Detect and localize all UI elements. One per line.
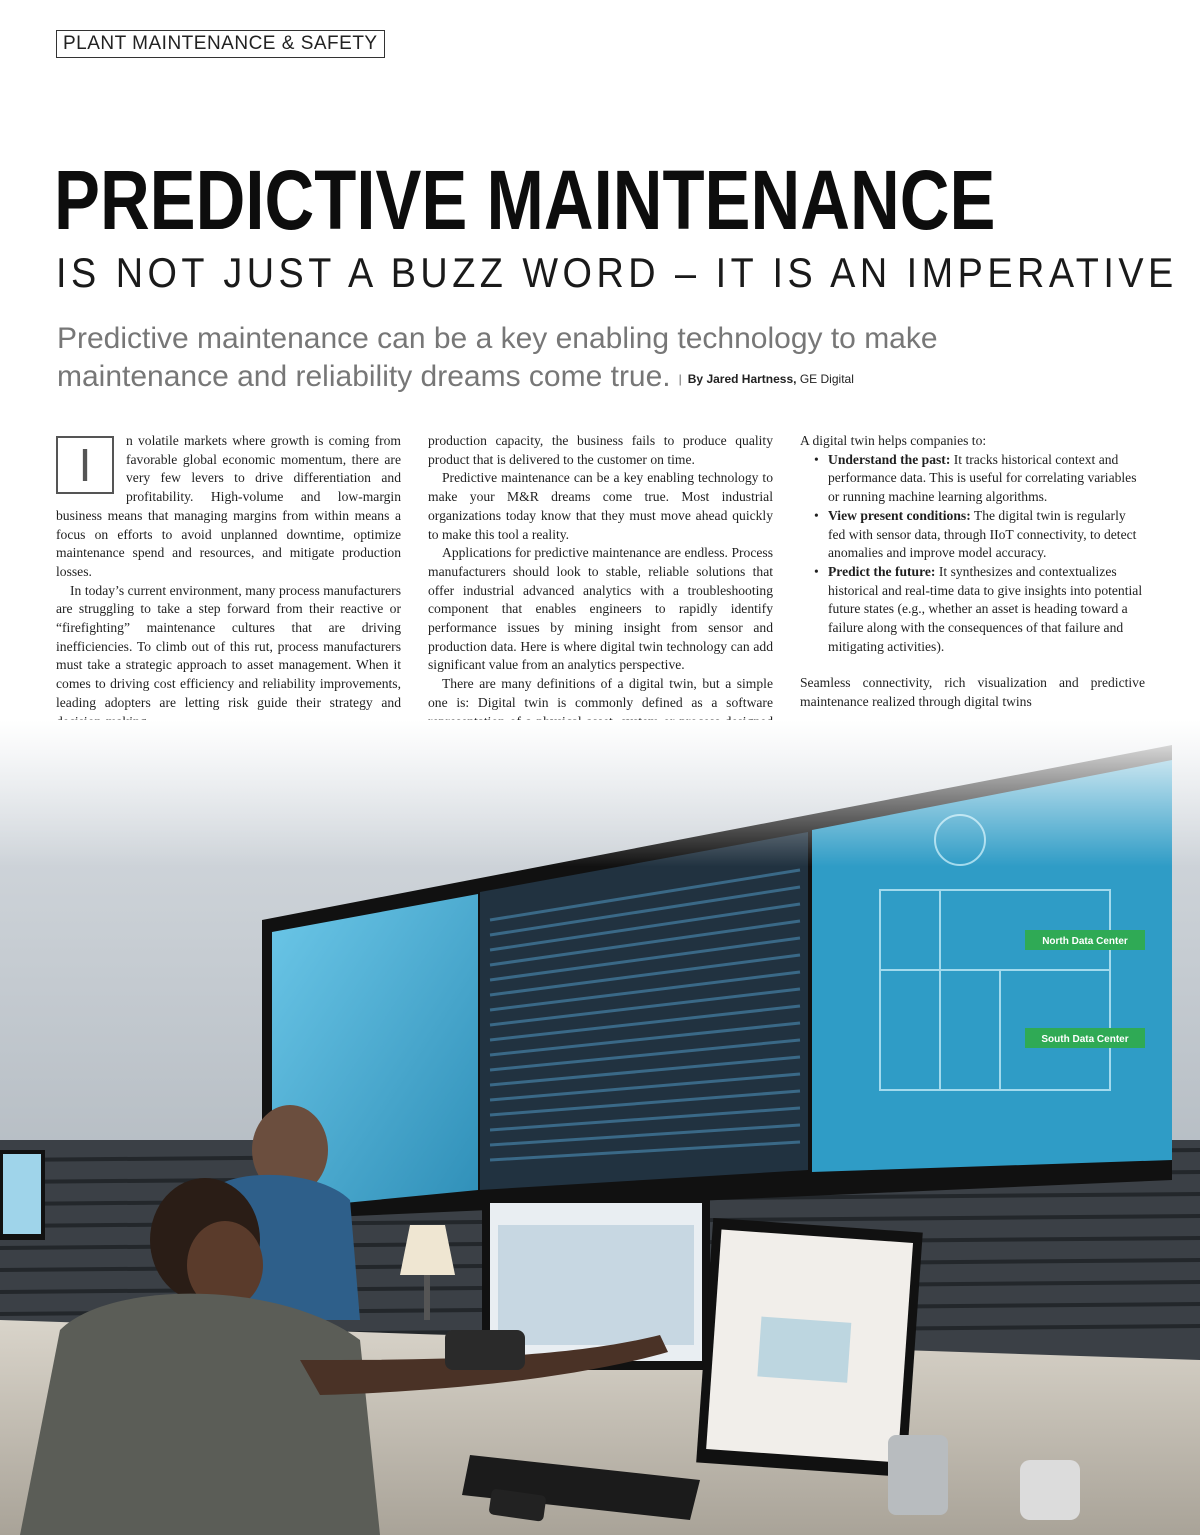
article-column-2: [428, 432, 773, 769]
article-paragraph: Applications for predictive maintenance are endless. Process manufacturers should look to stable, reliable solutions that offer industrial advanced analytics with a troubleshooting component that enables engineers to rapidly identify performance issues by mining insight from sensor and production data. Here is where digital twin technology can add significant value from an analytics perspective.: [428, 545, 773, 673]
article-paragraph: There are many definitions of a digital twin, but a simple one is: Digital twin is commonly defined as a software: [428, 676, 773, 710]
digital-twin-benefits-list: [800, 451, 1145, 657]
list-item-term: View present conditions:: [828, 507, 971, 523]
headline: PREDICTIVE MAINTENANCE: [54, 153, 996, 247]
article-paragraph: In today’s current environment, many process manufacturers are struggling to take a step forward from their reactive or “firefighting” maintenance cultures that are driving inefficiencies. To climb out of this rut, process manufacturers must take a strategic approach to asset management. When it comes to driving cost efficiency and reliability improvements, leading adopters are letting risk guide their strategy and: [56, 582, 401, 710]
list-item: [828, 563, 1145, 657]
article-paragraph: Predictive maintenance can be a key enabling technology to make your M&R dreams come true. Most industrial organizations today know that they must move ahead quickly to make this tool a reality.: [428, 470, 773, 542]
article-paragraph: [56, 432, 401, 582]
section-tag: PLANT MAINTENANCE & SAFETY: [56, 30, 385, 58]
photo-illustration: [0, 720, 1200, 1535]
byline-separator: |: [678, 372, 682, 386]
list-item-text: The digital twin is regularly fed with sensor data, through IIoT connectivity, to detect anomalies and improve model accuracy.: [828, 507, 1137, 561]
byline: [679, 372, 854, 386]
deck: [57, 320, 957, 398]
byline-author: By Jared Hartness,: [687, 372, 797, 386]
deck-line-2-text: maintenance and reliability dreams come true.: [57, 360, 671, 393]
bullets-intro: A digital twin helps companies to:: [800, 433, 987, 448]
article-paragraph: Seamless connectivity, rich visualization and predictive maintenance realized through digital twins: [800, 675, 1145, 710]
list-item-term: Understand the past:: [828, 451, 951, 467]
list-item: [828, 451, 1145, 507]
subheadline: IS NOT JUST A BUZZ WORD – IT IS AN IMPERATIVE: [56, 249, 1178, 296]
byline-company: GE Digital: [799, 372, 854, 386]
deck-line-1: Predictive maintenance can be a key enabling technology to make: [57, 322, 938, 355]
control-room-photo: [0, 720, 1200, 1535]
list-item: [828, 507, 1145, 563]
list-item-text: It synthesizes and contextualizes historical and real-time data to give insights into potential future states (e.g., whether an asset is heading toward a failure along with the consequences of that failure and mitigating activities).: [828, 563, 1143, 654]
drop-cap: I: [56, 436, 114, 494]
article-column-3: [800, 432, 1145, 712]
deck-line-2: [57, 358, 957, 398]
article-paragraph: production capacity, the business fails to produce quality product that is delivered to the customer on time.: [428, 433, 773, 467]
paragraph-text: n volatile markets where growth is coming from favorable global economic momentum, there are very few levers to drive differentiation and profitability. High-volume and low-margin business means that managing margins from within means a focus on efforts to avoid unplanned downtime, optimize maintenance spend and resources, and mitigate production losses.: [56, 433, 401, 579]
list-item-text: It tracks historical context and performance data. This is useful for correlating variables or running machine learning algorithms.: [828, 451, 1137, 505]
list-item-term: Predict the future:: [828, 563, 936, 579]
